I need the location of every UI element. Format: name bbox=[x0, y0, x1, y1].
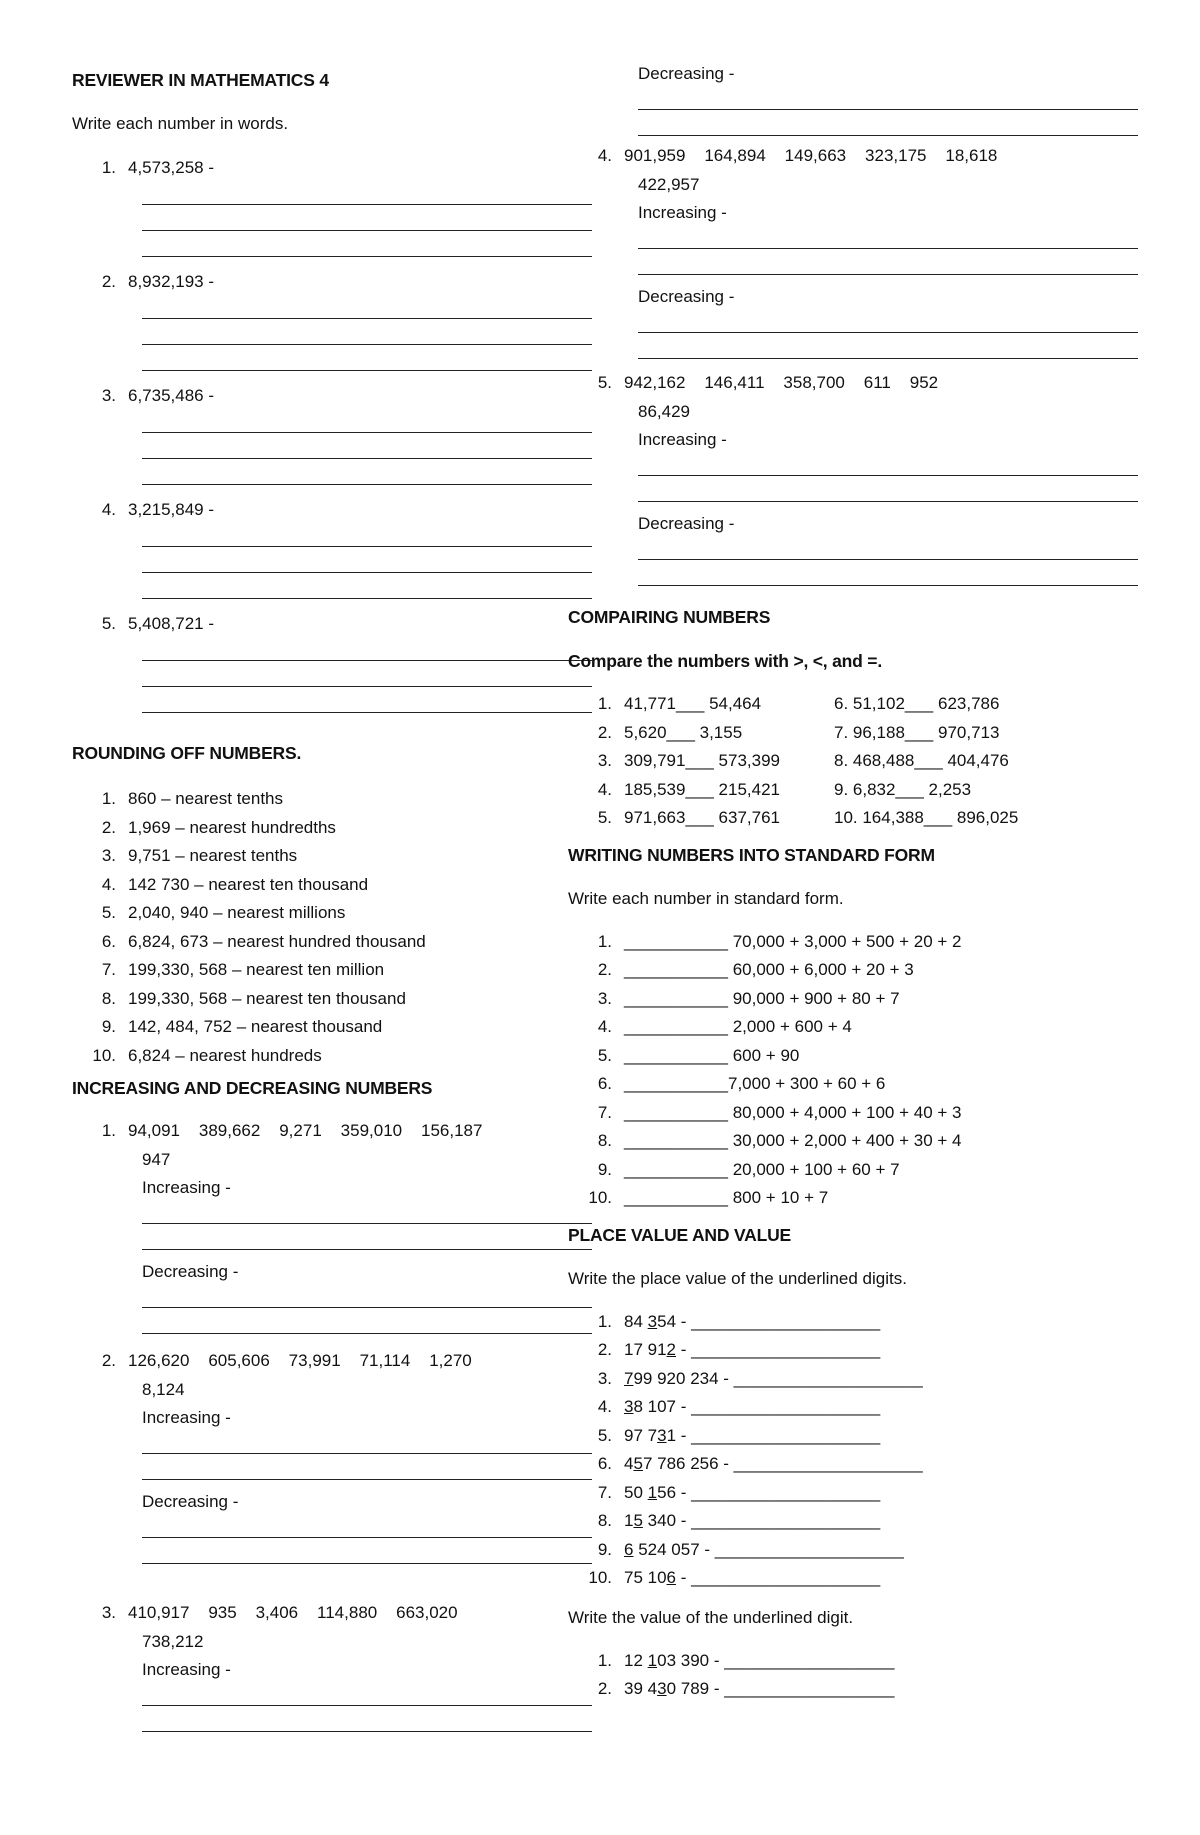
digits-after: 524 057 - ____________________ bbox=[633, 1539, 904, 1559]
underlined-digit: 3 bbox=[657, 1425, 667, 1445]
answer-line[interactable] bbox=[638, 114, 1138, 136]
page-title: REVIEWER IN MATHEMATICS 4 bbox=[72, 70, 329, 90]
digits-before: 39 4 bbox=[624, 1679, 658, 1698]
increasing-label: Increasing - bbox=[142, 1659, 231, 1679]
digits-after: 54 - ____________________ bbox=[657, 1311, 881, 1331]
answer-line[interactable] bbox=[142, 1228, 592, 1250]
list-item bbox=[568, 1422, 1138, 1451]
ordering-item bbox=[72, 1117, 592, 1347]
digits-after: 340 - ____________________ bbox=[642, 1511, 881, 1530]
list-item bbox=[568, 1184, 1138, 1213]
item-number: 1. bbox=[597, 1311, 612, 1331]
item-number: 2. bbox=[597, 960, 612, 979]
number-set: 942,162 146,411 358,700 611 952 bbox=[624, 373, 939, 392]
item-number: 1. bbox=[597, 694, 612, 713]
digits-before: 1 bbox=[624, 1511, 634, 1530]
value-instruction: Write the value of the underlined digit. bbox=[568, 1607, 854, 1627]
list-item bbox=[568, 985, 1138, 1014]
item-number: 1. bbox=[597, 931, 612, 951]
item-number: 5. bbox=[101, 903, 116, 922]
list-item bbox=[568, 1536, 1138, 1565]
number-set-continued: 86,429 bbox=[638, 401, 690, 421]
list-item bbox=[568, 1507, 1138, 1536]
digits-after: 0 789 - __________________ bbox=[666, 1679, 895, 1698]
underlined-digit: 5 bbox=[633, 1454, 643, 1473]
rounding-heading: ROUNDING OFF NUMBERS. bbox=[72, 743, 302, 763]
digits-before: 4 bbox=[624, 1454, 634, 1473]
place-value-instruction: Write the place value of the underlined digits. bbox=[568, 1268, 907, 1288]
ordering-item bbox=[568, 369, 1138, 607]
answer-line[interactable] bbox=[142, 209, 592, 231]
underlined-digit: 2 bbox=[666, 1340, 677, 1359]
digits-before: 50 bbox=[624, 1482, 648, 1502]
list-item bbox=[72, 956, 592, 985]
digits-after: 99 920 234 - ____________________ bbox=[633, 1368, 923, 1388]
decreasing-label: Decreasing - bbox=[142, 1491, 239, 1511]
underlined-digit: 1 bbox=[647, 1482, 658, 1502]
place-value-heading: PLACE VALUE AND VALUE bbox=[568, 1224, 791, 1245]
item-number: 3. bbox=[101, 386, 116, 405]
answer-line[interactable] bbox=[142, 551, 592, 573]
answer-line[interactable] bbox=[638, 337, 1138, 359]
list-item bbox=[568, 690, 1138, 719]
item-number: 1. bbox=[101, 789, 116, 808]
answer-line[interactable] bbox=[142, 1684, 592, 1706]
rounding-text: 142, 484, 752 – nearest thousand bbox=[128, 1017, 383, 1036]
item-number: 10. bbox=[588, 1568, 612, 1587]
rounding-text: 199,330, 568 – nearest ten million bbox=[128, 960, 385, 979]
comparing-list bbox=[568, 690, 1138, 833]
digits-after: 8 107 - ____________________ bbox=[633, 1397, 881, 1416]
list-item bbox=[72, 899, 592, 928]
underlined-digit: 6 bbox=[624, 1539, 634, 1559]
expanded-form: ___________ 90,000 + 900 + 80 + 7 bbox=[624, 988, 900, 1008]
underlined-digit: 6 bbox=[666, 1568, 677, 1587]
compare-pair: 41,771___ 54,464 bbox=[624, 694, 762, 713]
compare-pair: 185,539___ 215,421 bbox=[624, 779, 780, 799]
ordering-heading: INCREASING AND DECREASING NUMBERS bbox=[72, 1078, 433, 1098]
item-number: 5. bbox=[101, 614, 116, 633]
list-item bbox=[568, 1393, 1138, 1422]
place-value-list bbox=[568, 1308, 1138, 1593]
digits-after: - ____________________ bbox=[676, 1340, 881, 1359]
ordering-item bbox=[568, 142, 1138, 369]
item-number: 3. bbox=[597, 751, 612, 770]
list-item bbox=[568, 1013, 1138, 1042]
item-number: 4. bbox=[597, 146, 612, 165]
number-set: 126,620 605,606 73,991 71,114 1,270 bbox=[128, 1351, 472, 1370]
rounding-text: 1,969 – nearest hundredths bbox=[128, 817, 336, 837]
item-number: 4. bbox=[101, 500, 116, 519]
answer-line[interactable] bbox=[142, 639, 592, 661]
list-item bbox=[72, 928, 592, 957]
number-set-continued: 738,212 bbox=[142, 1631, 204, 1651]
list-item bbox=[568, 1675, 1138, 1704]
compare-pair: 971,663___ 637,761 bbox=[624, 808, 780, 827]
item-number: 3. bbox=[597, 988, 612, 1008]
list-item bbox=[568, 1479, 1138, 1508]
list-item bbox=[568, 747, 1138, 776]
list-item bbox=[568, 1099, 1138, 1128]
answer-line[interactable] bbox=[142, 1202, 592, 1224]
increasing-label: Increasing - bbox=[142, 1177, 231, 1197]
answer-line[interactable] bbox=[142, 349, 592, 371]
expanded-form: ___________ 70,000 + 3,000 + 500 + 20 + 2 bbox=[624, 931, 962, 951]
answer-line[interactable] bbox=[638, 564, 1138, 586]
decreasing-label: Decreasing - bbox=[638, 513, 735, 533]
item-number: 6. bbox=[597, 1454, 612, 1473]
item-number: 4. bbox=[597, 1017, 612, 1036]
answer-line[interactable] bbox=[142, 235, 592, 257]
expanded-form: ___________ 2,000 + 600 + 4 bbox=[624, 1017, 852, 1036]
rounding-text: 2,040, 940 – nearest millions bbox=[128, 903, 346, 922]
right-column bbox=[568, 64, 1138, 1704]
answer-line[interactable] bbox=[142, 1710, 592, 1732]
answer-line[interactable] bbox=[638, 88, 1138, 110]
list-item bbox=[568, 928, 1138, 957]
item-number: 2. bbox=[101, 817, 116, 837]
digits-after: 1 - ____________________ bbox=[666, 1425, 881, 1445]
list-item bbox=[72, 785, 592, 814]
words-number: 5,408,721 - bbox=[128, 614, 215, 633]
ordering-item bbox=[72, 1347, 592, 1599]
number-set-continued: 947 bbox=[142, 1149, 171, 1169]
rounding-text: 6,824 – nearest hundreds bbox=[128, 1045, 322, 1065]
list-item bbox=[568, 1308, 1138, 1337]
increasing-label: Increasing - bbox=[142, 1407, 231, 1427]
answer-line[interactable] bbox=[142, 577, 592, 599]
item-number: 4. bbox=[597, 1397, 612, 1416]
item-number: 4. bbox=[597, 779, 612, 799]
number-set-continued: 422,957 bbox=[638, 174, 700, 194]
list-item bbox=[568, 1450, 1138, 1479]
expanded-form: ___________ 30,000 + 2,000 + 400 + 30 + 4 bbox=[624, 1131, 962, 1150]
standard-form-list bbox=[568, 928, 1138, 1213]
digits-after: 7 786 256 - ____________________ bbox=[642, 1454, 923, 1473]
digits-before: 12 bbox=[624, 1650, 648, 1670]
comparing-heading: COMPAIRING NUMBERS bbox=[568, 607, 771, 627]
answer-line[interactable] bbox=[142, 691, 592, 713]
item-number: 9. bbox=[597, 1539, 612, 1559]
rounding-text: 9,751 – nearest tenths bbox=[128, 846, 298, 865]
answer-line[interactable] bbox=[142, 1312, 592, 1334]
answer-line[interactable] bbox=[142, 437, 592, 459]
answer-line[interactable] bbox=[142, 463, 592, 485]
words-item bbox=[72, 268, 592, 382]
left-column bbox=[72, 70, 592, 1732]
words-list bbox=[72, 154, 592, 724]
words-number: 8,932,193 - bbox=[128, 272, 215, 291]
item-number: 9. bbox=[101, 1017, 116, 1036]
compare-pair: 6. 51,102___ 623,786 bbox=[834, 694, 1000, 713]
compare-pair: 7. 96,188___ 970,713 bbox=[834, 722, 1000, 742]
item-number: 6. bbox=[101, 931, 116, 951]
answer-line[interactable] bbox=[638, 480, 1138, 502]
list-item bbox=[72, 814, 592, 843]
answer-line[interactable] bbox=[142, 1542, 592, 1564]
compare-pair: 8. 468,488___ 404,476 bbox=[834, 751, 1009, 770]
item-number: 1. bbox=[101, 1121, 116, 1140]
digits-after: 03 390 - __________________ bbox=[657, 1650, 895, 1670]
answer-line[interactable] bbox=[638, 311, 1138, 333]
underlined-digit: 5 bbox=[633, 1511, 643, 1530]
digits-after: - ____________________ bbox=[676, 1568, 881, 1587]
compare-pair: 10. 164,388___ 896,025 bbox=[834, 808, 1019, 827]
item-number: 8. bbox=[597, 1131, 612, 1150]
list-item bbox=[72, 1013, 592, 1042]
digits-before: 97 7 bbox=[624, 1425, 658, 1445]
decreasing-label: Decreasing - bbox=[142, 1261, 239, 1281]
rounding-text: 199,330, 568 – nearest ten thousand bbox=[128, 988, 406, 1008]
words-item bbox=[72, 382, 592, 496]
answer-line[interactable] bbox=[638, 538, 1138, 560]
standard-form-instruction: Write each number in standard form. bbox=[568, 888, 844, 908]
item-number: 5. bbox=[597, 808, 612, 827]
list-item bbox=[72, 985, 592, 1014]
item-number: 2. bbox=[597, 722, 612, 742]
number-set: 901,959 164,894 149,663 323,175 18,618 bbox=[624, 146, 998, 165]
answer-line[interactable] bbox=[142, 411, 592, 433]
answer-line[interactable] bbox=[142, 323, 592, 345]
item-number: 7. bbox=[597, 1482, 612, 1502]
list-item bbox=[568, 1070, 1138, 1099]
item-number: 6. bbox=[597, 1074, 612, 1093]
rounding-text: 6,824, 673 – nearest hundred thousand bbox=[128, 931, 426, 951]
item-number: 10. bbox=[92, 1045, 116, 1065]
digits-before: 17 91 bbox=[624, 1340, 667, 1359]
item-number: 5. bbox=[597, 373, 612, 392]
answer-line[interactable] bbox=[142, 525, 592, 547]
underlined-digit: 3 bbox=[647, 1311, 658, 1331]
item-number: 9. bbox=[597, 1159, 612, 1179]
comparing-instruction: Compare the numbers with >, <, and =. bbox=[568, 651, 882, 671]
rounding-list bbox=[72, 785, 592, 1070]
list-item bbox=[568, 956, 1138, 985]
words-number: 6,735,486 - bbox=[128, 386, 215, 405]
item-number: 2. bbox=[101, 1351, 116, 1370]
digits-before: 84 bbox=[624, 1311, 648, 1331]
item-number: 2. bbox=[597, 1340, 612, 1359]
number-set-continued: 8,124 bbox=[142, 1379, 185, 1399]
expanded-form: ___________7,000 + 300 + 60 + 6 bbox=[624, 1074, 886, 1093]
list-item bbox=[568, 1647, 1138, 1676]
list-item bbox=[568, 1127, 1138, 1156]
list-item bbox=[568, 719, 1138, 748]
words-number: 3,215,849 - bbox=[128, 500, 215, 519]
answer-line[interactable] bbox=[142, 1516, 592, 1538]
list-item bbox=[72, 842, 592, 871]
rounding-text: 860 – nearest tenths bbox=[128, 789, 284, 808]
item-number: 1. bbox=[597, 1650, 612, 1670]
rounding-text: 142 730 – nearest ten thousand bbox=[128, 874, 369, 894]
answer-line[interactable] bbox=[638, 253, 1138, 275]
item-number: 3. bbox=[597, 1368, 612, 1388]
item-number: 10. bbox=[588, 1188, 612, 1207]
underlined-digit: 1 bbox=[647, 1650, 658, 1670]
list-item bbox=[568, 1365, 1138, 1394]
item-number: 8. bbox=[597, 1511, 612, 1530]
digits-before: 75 10 bbox=[624, 1568, 667, 1587]
item-number: 1. bbox=[101, 158, 116, 177]
number-set: 410,917 935 3,406 114,880 663,020 bbox=[128, 1603, 458, 1622]
answer-line[interactable] bbox=[142, 1458, 592, 1480]
words-number: 4,573,258 - bbox=[128, 158, 215, 177]
list-item bbox=[72, 871, 592, 900]
underlined-digit: 7 bbox=[624, 1368, 634, 1388]
item-number: 5. bbox=[597, 1045, 612, 1065]
answer-line[interactable] bbox=[142, 297, 592, 319]
answer-line[interactable] bbox=[142, 1432, 592, 1454]
item-number: 8. bbox=[101, 988, 116, 1008]
item-number: 3. bbox=[101, 1603, 116, 1622]
item-number: 7. bbox=[101, 960, 116, 979]
underlined-digit: 3 bbox=[624, 1397, 634, 1416]
compare-pair: 309,791___ 573,399 bbox=[624, 751, 780, 770]
compare-pair: 9. 6,832___ 2,253 bbox=[834, 779, 972, 799]
answer-line[interactable] bbox=[142, 665, 592, 687]
answer-line[interactable] bbox=[142, 1286, 592, 1308]
list-item bbox=[568, 1336, 1138, 1365]
compare-pair: 5,620___ 3,155 bbox=[624, 722, 743, 742]
item-number: 5. bbox=[597, 1425, 612, 1445]
increasing-label: Increasing - bbox=[638, 202, 727, 222]
words-item bbox=[72, 610, 592, 724]
expanded-form: ___________ 80,000 + 4,000 + 100 + 40 + 3 bbox=[624, 1102, 962, 1122]
list-item bbox=[568, 1156, 1138, 1185]
standard-form-heading: WRITING NUMBERS INTO STANDARD FORM bbox=[568, 844, 935, 865]
value-list bbox=[568, 1647, 1138, 1704]
list-item bbox=[568, 1042, 1138, 1071]
answer-line[interactable] bbox=[142, 183, 592, 205]
digits-after: 56 - ____________________ bbox=[657, 1482, 881, 1502]
ordering-list bbox=[72, 1117, 592, 1732]
underlined-digit: 3 bbox=[657, 1679, 667, 1698]
item-number: 2. bbox=[101, 272, 116, 291]
expanded-form: ___________ 60,000 + 6,000 + 20 + 3 bbox=[624, 960, 914, 979]
item-number: 4. bbox=[101, 874, 116, 894]
item-number: 2. bbox=[597, 1679, 612, 1698]
answer-line[interactable] bbox=[638, 227, 1138, 249]
decreasing-label: Decreasing - bbox=[638, 64, 735, 83]
item-number: 3. bbox=[101, 846, 116, 865]
expanded-form: ___________ 800 + 10 + 7 bbox=[624, 1188, 829, 1207]
ordering-item bbox=[72, 1599, 592, 1732]
number-set: 94,091 389,662 9,271 359,010 156,187 bbox=[128, 1121, 483, 1140]
list-item bbox=[568, 804, 1138, 833]
expanded-form: ___________ 600 + 90 bbox=[624, 1045, 800, 1065]
ordering-item-3-continued bbox=[638, 60, 1138, 142]
answer-line[interactable] bbox=[638, 454, 1138, 476]
item-number: 7. bbox=[597, 1102, 612, 1122]
list-item bbox=[568, 1564, 1138, 1593]
words-item bbox=[72, 496, 592, 610]
words-item bbox=[72, 154, 592, 268]
words-instruction: Write each number in words. bbox=[72, 114, 289, 133]
decreasing-label: Decreasing - bbox=[638, 286, 735, 306]
increasing-label: Increasing - bbox=[638, 429, 727, 449]
list-item bbox=[568, 776, 1138, 805]
expanded-form: ___________ 20,000 + 100 + 60 + 7 bbox=[624, 1159, 900, 1179]
list-item bbox=[72, 1042, 592, 1071]
